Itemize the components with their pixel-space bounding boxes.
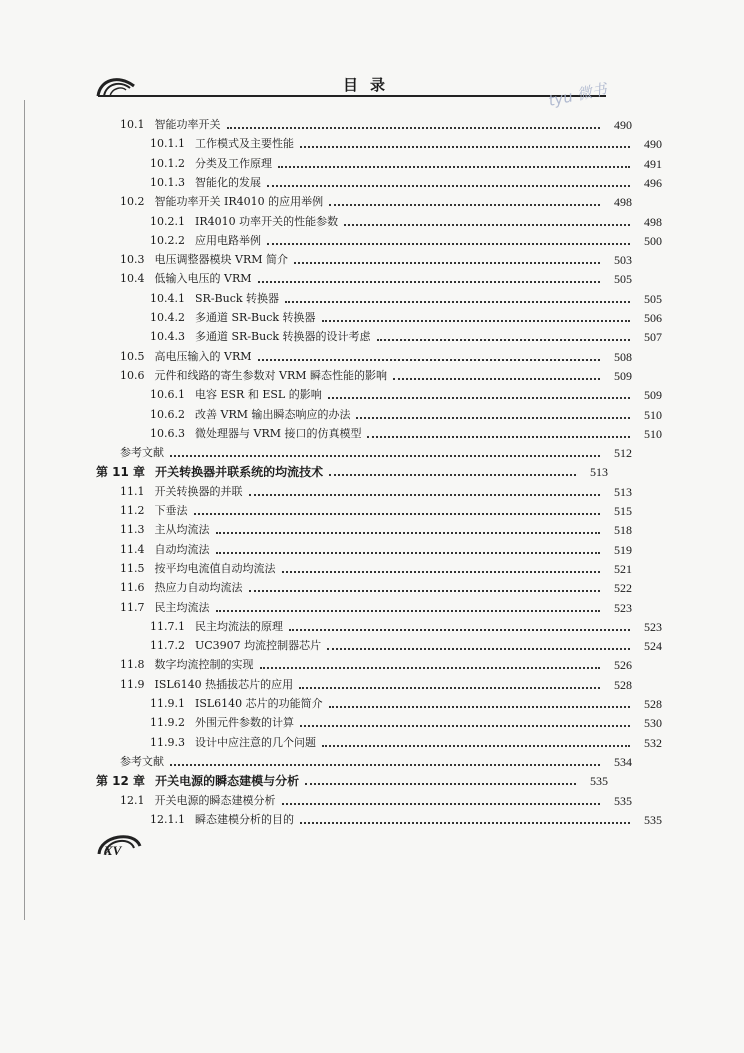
- toc-entry-title: 数字均流控制的实现: [154, 658, 254, 672]
- toc-entry: [96, 518, 632, 537]
- toc-entry-title: 瞬态建模分析的目的: [195, 812, 294, 826]
- dot-leader: [327, 648, 630, 650]
- toc-entry-number: 10.6.2: [150, 407, 185, 421]
- toc-entry-page: 535: [590, 774, 608, 789]
- dot-leader: [294, 262, 600, 264]
- toc-entry-number: 10.1.2: [150, 156, 185, 170]
- toc-entry: [96, 615, 662, 634]
- toc-entry-page: 498: [644, 214, 662, 229]
- toc-entry-number: 10.2: [120, 195, 145, 209]
- toc-entry-title: 热应力自动均流法: [154, 581, 243, 595]
- toc-entry-page: 523: [644, 619, 662, 634]
- toc-entry: [96, 152, 662, 171]
- dot-leader: [305, 783, 576, 785]
- toc-entry-number: 10.1.1: [150, 137, 185, 151]
- toc-entry-page: 524: [644, 639, 662, 654]
- dot-leader: [322, 320, 630, 322]
- toc-entry-number: 12.1: [120, 793, 145, 807]
- toc-entry: [96, 789, 632, 808]
- toc-entry-title: 开关电源的瞬态建模分析: [154, 793, 276, 807]
- toc-entry-number: 10.3: [120, 253, 145, 267]
- dot-leader: [282, 803, 601, 805]
- toc-entry-number: 11.9.3: [150, 735, 185, 749]
- dot-leader: [329, 706, 630, 708]
- dot-leader: [300, 725, 630, 727]
- toc-entry: [96, 345, 632, 364]
- toc-entry: [96, 499, 632, 518]
- toc-entry: [96, 653, 632, 672]
- toc-entry: [96, 287, 662, 306]
- toc-entry-title: UC3907 均流控制器芯片: [195, 639, 322, 653]
- toc-entry-title: ISL6140 热插拔芯片的应用: [154, 677, 294, 691]
- toc-entry-page: 513: [614, 484, 632, 499]
- toc-entry: [96, 132, 662, 151]
- dot-leader: [170, 764, 600, 766]
- toc-entry-number: 11.7: [120, 600, 145, 614]
- toc-entry-title: 民主均流法的原理: [195, 619, 283, 633]
- toc-entry: [96, 171, 662, 190]
- toc-entry: [96, 480, 632, 499]
- toc-entry-title: 电容 ESR 和 ESL 的影响: [195, 388, 322, 402]
- dot-leader: [170, 455, 600, 457]
- toc-entry-number: 10.6.1: [150, 388, 185, 402]
- toc-entry-title: 电压调整器模块 VRM 简介: [154, 253, 288, 267]
- toc-entry-title: 多通道 SR-Buck 转换器的设计考虑: [195, 330, 371, 344]
- toc-entry: [96, 210, 662, 229]
- toc-entry-page: 498: [614, 195, 632, 210]
- toc-entry: [96, 557, 632, 576]
- dot-leader: [267, 243, 630, 245]
- toc-entry-title: 参考文献: [120, 446, 164, 460]
- toc-entry-page: 507: [644, 330, 662, 345]
- toc-entry-page: 535: [614, 793, 632, 808]
- toc-entry-title: 自动均流法: [154, 542, 210, 556]
- toc-entry-page: 510: [644, 426, 662, 441]
- toc-chapter-entry: [96, 460, 608, 479]
- toc-entry-page: 505: [644, 291, 662, 306]
- toc-entry-page: 506: [644, 311, 662, 325]
- toc-entry-page: 518: [614, 523, 632, 538]
- dot-leader: [393, 378, 600, 380]
- toc-entry: [96, 267, 632, 286]
- toc-entry-page: 513: [590, 465, 608, 480]
- toc-entry: [96, 731, 662, 750]
- dot-leader: [282, 571, 601, 573]
- toc-entry-number: 11.9: [120, 677, 145, 691]
- toc-entry-number: 11.9.1: [150, 697, 185, 710]
- dot-leader: [260, 667, 601, 669]
- dot-leader: [258, 281, 601, 283]
- toc-entry-title: 开关转换器的并联: [154, 484, 243, 498]
- toc-entry-number: 10.1.3: [150, 175, 185, 189]
- dot-leader: [329, 474, 576, 476]
- toc-entry: [96, 383, 662, 402]
- toc-entry-title: 智能化的发展: [195, 175, 261, 189]
- dot-leader: [258, 359, 601, 361]
- dot-leader: [300, 146, 630, 148]
- dot-leader: [329, 204, 600, 206]
- toc-entry: [96, 673, 632, 692]
- page-number: XV: [104, 843, 122, 858]
- dot-leader: [299, 687, 600, 689]
- dot-leader: [322, 745, 630, 747]
- toc-entry-title: 多通道 SR-Buck 转换器: [195, 311, 316, 324]
- toc-entry: [96, 750, 632, 769]
- toc-entry-number: 11.6: [120, 581, 145, 595]
- header-divider: [98, 95, 606, 97]
- toc-entry-page: 528: [644, 697, 662, 711]
- dot-leader: [367, 436, 630, 438]
- toc-entry-page: 521: [614, 561, 632, 576]
- toc-entry-number: 11.3: [120, 523, 145, 537]
- toc-entry-title: 民主均流法: [154, 600, 210, 614]
- toc-entry-page: 503: [614, 253, 632, 268]
- toc-entry-page: 509: [644, 388, 662, 403]
- toc-entry-page: 510: [644, 407, 662, 422]
- toc-entry-number: 10.1: [120, 118, 145, 131]
- toc-entry-title: 下垂法: [154, 504, 188, 517]
- toc-entry-number: 10.5: [120, 349, 145, 363]
- toc-entry-title: 智能功率开关: [154, 118, 221, 131]
- toc-entry-number: 10.4.3: [150, 330, 185, 344]
- toc-entry: [96, 538, 632, 557]
- toc-entry: [96, 808, 662, 827]
- toc-entry-title: 改善 VRM 输出瞬态响应的办法: [195, 407, 351, 421]
- dot-leader: [328, 397, 630, 399]
- toc-entry: [96, 229, 662, 248]
- toc-entry-number: 11.2: [120, 504, 145, 517]
- toc-entry-number: 11.8: [120, 658, 145, 672]
- toc-entry: [96, 113, 632, 132]
- toc-entry-page: 535: [644, 812, 662, 827]
- toc-entry: [96, 711, 662, 730]
- dot-leader: [300, 822, 630, 824]
- toc-entry-number: 11.9.2: [150, 716, 185, 730]
- toc-entry-number: 10.6: [120, 368, 145, 382]
- toc-entry-title: SR-Buck 转换器: [195, 291, 280, 305]
- toc-entry-page: 490: [614, 118, 632, 132]
- dot-leader: [267, 185, 630, 187]
- toc-entry-page: 523: [614, 600, 632, 615]
- toc-entry: [96, 596, 632, 615]
- page-gutter-line: [24, 100, 25, 920]
- toc-entry-number: 10.4: [120, 272, 145, 286]
- toc-entry-title: 开关转换器并联系统的均流技术: [155, 465, 324, 480]
- toc-entry-title: 外围元件参数的计算: [195, 716, 294, 730]
- dot-leader: [285, 301, 630, 303]
- toc-entry-title: 参考文献: [120, 754, 164, 768]
- toc-entry-page: 515: [614, 504, 632, 518]
- toc-entry-page: 512: [614, 446, 632, 461]
- toc-entry-number: 11.7.1: [150, 619, 185, 633]
- toc-entry-number: 第 12 章: [96, 774, 146, 789]
- toc-entry: [96, 422, 662, 441]
- toc-entry-page: 509: [614, 368, 632, 383]
- dot-leader: [216, 610, 601, 612]
- toc-entry-page: 534: [614, 754, 632, 769]
- dot-leader: [289, 629, 630, 631]
- dot-leader: [278, 166, 630, 168]
- toc-entry-title: 开关电源的瞬态建模与分析: [155, 774, 300, 789]
- dot-leader: [216, 532, 601, 534]
- toc-entry: [96, 403, 662, 422]
- toc-entry-title: 低输入电压的 VRM: [154, 272, 252, 286]
- toc-entry: [96, 634, 662, 653]
- toc-entry: [96, 190, 632, 209]
- toc-entry: [96, 576, 632, 595]
- toc-entry-number: 10.4.2: [150, 311, 185, 324]
- toc-entry-number: 第 11 章: [96, 465, 146, 480]
- toc-entry-title: ISL6140 芯片的功能简介: [195, 697, 323, 710]
- watermark: tyu 微书: [546, 80, 609, 110]
- toc-entry-number: 10.2.1: [150, 214, 185, 228]
- toc-entry-number: 12.1.1: [150, 812, 185, 826]
- toc-entry-title: 分类及工作原理: [195, 156, 272, 170]
- dot-leader: [249, 590, 601, 592]
- toc-entry-page: 530: [644, 716, 662, 731]
- toc-entry-number: 11.5: [120, 561, 145, 575]
- toc-entry-title: 应用电路举例: [195, 233, 261, 247]
- dot-leader: [194, 513, 601, 515]
- toc-entry-number: 11.1: [120, 484, 145, 498]
- toc-entry: [96, 692, 662, 711]
- toc-entry-page: 528: [614, 677, 632, 692]
- page-header-title: 目录: [342, 76, 397, 94]
- toc-entry-page: 508: [614, 349, 632, 364]
- toc-entry-title: 微处理器与 VRM 接口的仿真模型: [195, 426, 362, 440]
- toc-entry-page: 500: [644, 233, 662, 248]
- toc-entry-page: 505: [614, 272, 632, 287]
- toc-entry-title: 高电压输入的 VRM: [154, 349, 252, 363]
- toc-entry: [96, 441, 632, 460]
- toc-entry-page: 490: [644, 137, 662, 152]
- dot-leader: [249, 494, 601, 496]
- dot-leader: [344, 224, 630, 226]
- dot-leader: [216, 552, 601, 554]
- toc-entry-title: 设计中应注意的几个问题: [195, 735, 316, 749]
- toc-entry-page: 532: [644, 735, 662, 750]
- dot-leader: [356, 417, 630, 419]
- toc-entry-page: 522: [614, 581, 632, 596]
- toc-entry: [96, 364, 632, 383]
- toc-entry-title: 主从均流法: [154, 523, 210, 537]
- toc-chapter-entry: [96, 769, 608, 788]
- toc-entry: [96, 248, 632, 267]
- toc-entry-number: 10.6.3: [150, 426, 185, 440]
- toc-entry-page: 496: [644, 175, 662, 190]
- toc-entry-number: 10.4.1: [150, 291, 185, 305]
- toc-entry-number: 11.4: [120, 542, 145, 556]
- toc-entry-title: 元件和线路的寄生参数对 VRM 瞬态性能的影响: [154, 368, 387, 382]
- toc-entry-number: 10.2.2: [150, 233, 185, 247]
- toc-entry: [96, 306, 662, 325]
- toc-entry-title: 智能功率开关 IR4010 的应用举例: [154, 195, 324, 209]
- dot-leader: [227, 127, 601, 129]
- toc-entry-title: 按平均电流值自动均流法: [154, 561, 276, 575]
- toc-entry-title: 工作模式及主要性能: [195, 137, 294, 151]
- toc-entry-title: IR4010 功率开关的性能参数: [195, 214, 339, 228]
- dot-leader: [377, 339, 630, 341]
- toc-entry: [96, 325, 662, 344]
- toc-entry-page: 491: [644, 156, 662, 171]
- toc-entry-page: 519: [614, 542, 632, 557]
- toc-entry-number: 11.7.2: [150, 639, 185, 653]
- toc-entry-page: 526: [614, 658, 632, 673]
